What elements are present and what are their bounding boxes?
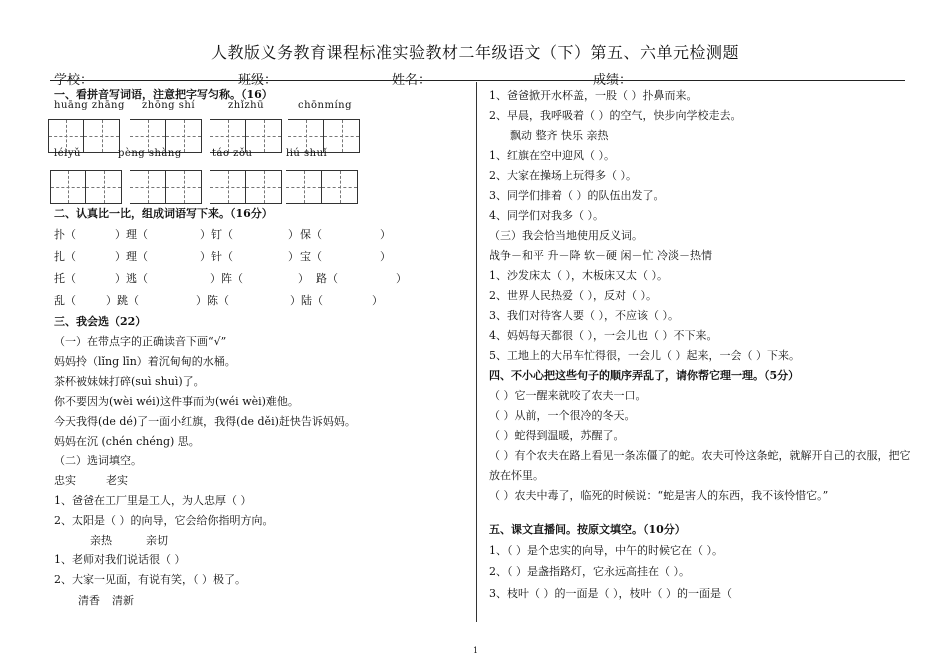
pinyin-2: zhōng shí [142, 100, 196, 111]
text-line: 1、红旗在空中迎风（ ）。 [489, 149, 615, 162]
text-line: （二）选词填空。 [54, 454, 142, 467]
text-line: 2、太阳是（ ）的向导，它会给你指明方向。 [54, 514, 274, 527]
class-label: 班级： [238, 73, 278, 88]
text-line: 妈妈拎（lǐng līn）着沉甸甸的水桶。 [54, 355, 236, 368]
writing-box[interactable] [166, 170, 202, 204]
compare-item: 托（ [54, 272, 76, 285]
text-line: 3、我们对待客人要（ ），不应该（ ）。 [489, 309, 679, 322]
compare-item: ）阵（ [210, 272, 243, 285]
text-line: 1、老师对我们说话很（ ） [54, 553, 186, 566]
writing-box[interactable] [322, 170, 358, 204]
compare-item: ）逃（ [115, 272, 148, 285]
compare-item: 路（ [316, 272, 338, 285]
text-line: 3、同学们排着（ ）的队伍出发了。 [489, 189, 665, 202]
page-title: 人教版义务教育课程标准实验教材二年级语文（下）第五、六单元检测题 [210, 43, 739, 62]
compare-item: ）钉（ [200, 228, 233, 241]
compare-item: ） [396, 272, 407, 285]
text-line: 你不要因为(wèi wéi)这件事而为(wéi wèi)难他。 [54, 395, 299, 408]
compare-item: ） [372, 294, 383, 307]
writing-box[interactable] [50, 170, 86, 204]
pinyin-6: pèng shàng [118, 148, 182, 159]
compare-item: ） [380, 250, 391, 263]
text-line: 3、枝叶（ ）的一面是（ ），枝叶（ ）的一面是（ [489, 587, 732, 600]
compare-item: 扎（ [54, 250, 76, 263]
section-3-heading: 三、我会选（22） [54, 315, 147, 328]
text-line: 妈妈在沉 (chén chéng) 思。 [54, 435, 200, 448]
text-line: （ ）它一醒来就咬了农夫一口。 [489, 389, 647, 402]
text-line: （ ）蛇得到温暖，苏醒了。 [489, 429, 625, 442]
writing-box[interactable] [286, 170, 322, 204]
column-divider [476, 82, 477, 622]
word-option: 亲切 [146, 534, 168, 547]
text-line: （三）我会恰当地使用反义词。 [489, 229, 643, 242]
writing-box[interactable] [324, 119, 360, 153]
compare-item: ） [288, 228, 299, 241]
word-options: 飘动 整齐 快乐 亲热 [510, 129, 609, 142]
section-1-heading: 一、看拼音写词语，注意把字写匀称。（16） [54, 88, 273, 101]
text-line: 2、大家在操场上玩得多（ ）。 [489, 169, 637, 182]
antonym-pairs: 战争－和平 升－降 软－硬 闲－忙 冷淡－热情 [489, 249, 712, 262]
compare-item: 宝（ [300, 250, 322, 263]
text-line: 2、世界人民热爱（ ），反对（ ）。 [489, 289, 657, 302]
text-line: 茶杯被妹妹打碎(suì shuì)了。 [54, 375, 205, 388]
text-line: 放在怀里。 [489, 469, 544, 482]
compare-item: ） [298, 272, 309, 285]
word-option: 老实 [106, 474, 128, 487]
compare-item: 扑（ [54, 228, 76, 241]
writing-box[interactable] [210, 170, 246, 204]
pinyin-7: táo zǒu [212, 148, 253, 159]
text-line: （一）在带点字的正确读音下画“√” [54, 335, 227, 348]
school-label: 学校： [54, 73, 94, 88]
compare-item: ）针（ [200, 250, 233, 263]
text-line: 2、大家一见面，有说有笑，（ ）极了。 [54, 573, 246, 586]
page-number: 1 [473, 646, 479, 655]
pinyin-3: zhǐzhū [228, 100, 265, 111]
text-line: （ ）从前，一个很冷的冬天。 [489, 409, 636, 422]
writing-box[interactable] [84, 119, 120, 153]
compare-item: ）理（ [115, 250, 148, 263]
word-option: 清香 [78, 594, 100, 607]
compare-item: ） [380, 228, 391, 241]
text-line: （ ）有个农夫在路上看见一条冻僵了的蛇。农夫可怜这条蛇，就解开自己的衣服，把它 [489, 449, 911, 462]
text-line: （ ）农夫中毒了，临死的时候说：“蛇是害人的东西，我不该怜惜它。” [489, 489, 829, 502]
writing-box[interactable] [86, 170, 122, 204]
name-label: 姓名： [392, 73, 432, 88]
text-line: 1、爸爸在工厂里是工人，为人忠厚（ ） [54, 494, 252, 507]
compare-item: ） [288, 250, 299, 263]
score-label: 成绩： [593, 73, 633, 88]
compare-item: 乱（ [54, 294, 76, 307]
pinyin-4: chōnmíng [298, 100, 353, 111]
text-line: 2、（ ）是盏指路灯，它永远高挂在（ ）。 [489, 565, 690, 578]
section-4-heading: 四、不小心把这些句子的顺序弄乱了，请你帮它理一理。（5分） [489, 369, 800, 382]
text-line: 4、妈妈每天都很（ ），一会儿也（ ）不下来。 [489, 329, 718, 342]
compare-item: ）陆（ [290, 294, 323, 307]
text-line: 1、沙发床太（ ），木板床又太（ ）。 [489, 269, 668, 282]
word-option: 忠实 [54, 474, 76, 487]
header-rule [50, 80, 905, 81]
text-line: 5、工地上的大吊车忙得很，一会儿（ ）起来，一会（ ）下来。 [489, 349, 800, 362]
word-option: 清新 [112, 594, 134, 607]
text-line: 1、爸爸掀开水杯盖，一股（ ）扑鼻而来。 [489, 89, 698, 102]
pinyin-1: huāng zhāng [54, 100, 125, 111]
writing-box[interactable] [130, 170, 166, 204]
text-line: 2、早晨，我呼吸着（ ）的空气，快步向学校走去。 [489, 109, 742, 122]
compare-item: ）陈（ [196, 294, 229, 307]
compare-item: ）理（ [115, 228, 148, 241]
compare-item: 保（ [300, 228, 322, 241]
compare-item: ）跳（ [106, 294, 139, 307]
text-line: 1、（ ）是个忠实的向导，中午的时候它在（ ）。 [489, 544, 723, 557]
text-line: 今天我得(de dé)了一面小红旗，我得(de děi)赶快告诉妈妈。 [54, 415, 356, 428]
section-2-heading: 二、认真比一比，组成词语写下来。（16分） [54, 207, 273, 220]
word-option: 亲热 [90, 534, 112, 547]
writing-box[interactable] [246, 170, 282, 204]
pinyin-5: léiyǔ [54, 148, 81, 159]
text-line: 4、同学们对我多（ ）。 [489, 209, 604, 222]
section-5-heading: 五、课文直播间。按原文填空。（10分） [489, 523, 686, 536]
pinyin-8: liú shuǐ [286, 148, 328, 159]
